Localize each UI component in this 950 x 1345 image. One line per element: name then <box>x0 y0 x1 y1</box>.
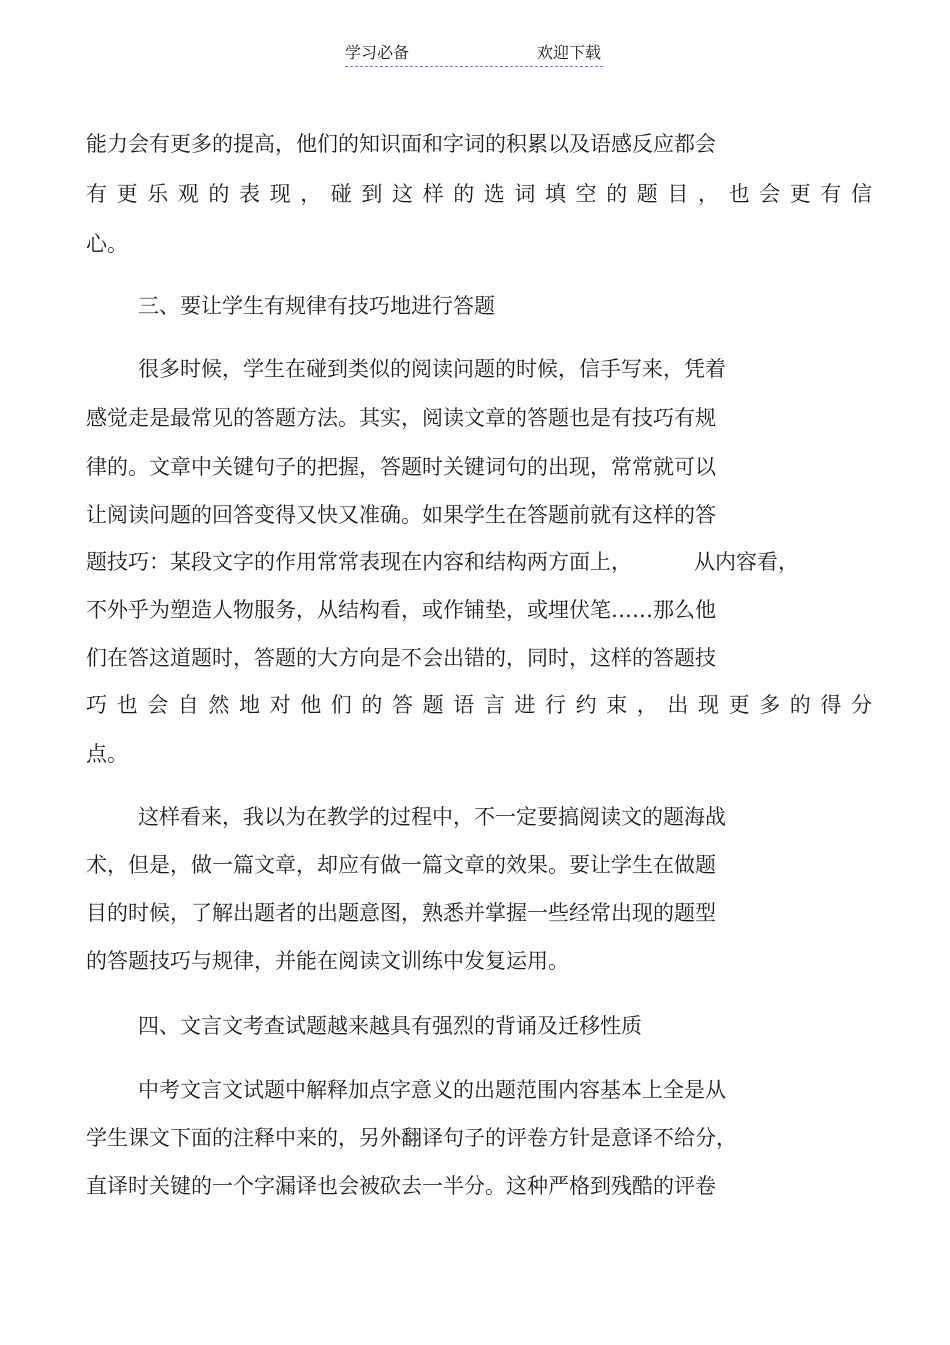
paragraph-line: 中考文言文试题中解释加点字意义的出题范围内容基本上全是从 <box>138 1078 726 1102</box>
line-text: 题技巧：某段文字的作用常常表现在内容和结构两方面上， <box>86 550 632 574</box>
paragraph-line: 很多时候，学生在碰到类似的阅读问题的时候，信手写来，凭着 <box>138 357 726 381</box>
paragraph-line: 心。 <box>86 232 128 256</box>
paragraph-line <box>86 548 799 576</box>
page-header <box>345 42 603 67</box>
line-text: 从内容看， <box>694 550 799 574</box>
paragraph-line: 直译时关键的一个字漏译也会被砍去一半分。这种严格到残酷的评卷 <box>86 1174 716 1198</box>
paragraph-line: 让阅读问题的回答变得又快又准确。如果学生在答题前就有这样的答 <box>86 503 716 527</box>
paragraph-line: 术，但是，做一篇文章，却应有做一篇文章的效果。要让学生在做题 <box>86 853 716 877</box>
section-heading: 三、要让学生有规律有技巧地进行答题 <box>138 294 495 318</box>
paragraph-line: 能力会有更多的提高，他们的知识面和字词的积累以及语感反应都会 <box>86 132 716 156</box>
paragraph-line: 律的。文章中关键句子的把握，答题时关键词句的出现，常常就可以 <box>86 455 716 479</box>
paragraph-line: 不外乎为塑造人物服务，从结构看，或作铺垫，或埋伏笔……那么他 <box>86 598 716 622</box>
paragraph-line: 的答题技巧与规律，并能在阅读文训练中发复运用。 <box>86 949 569 973</box>
paragraph-line: 巧也会自然地对他们的答题语言进行约束，出现更多的得分 <box>86 693 882 717</box>
paragraph-line: 这样看来，我以为在教学的过程中，不一定要搞阅读文的题海战 <box>138 805 726 829</box>
header-right-text: 欢迎下载 <box>536 43 601 62</box>
paragraph-line: 有更乐观的表现，碰到这样的选词填空的题目，也会更有信 <box>86 182 882 206</box>
paragraph-line: 学生课文下面的注释中来的，另外翻译句子的评卷方针是意译不给分， <box>86 1126 737 1150</box>
header-left-text: 学习必备 <box>345 43 410 62</box>
paragraph-line: 点。 <box>86 742 128 766</box>
paragraph-line: 感觉走是最常见的答题方法。其实，阅读文章的答题也是有技巧有规 <box>86 406 716 430</box>
paragraph-line: 们在答这道题时，答题的大方向是不会出错的，同时，这样的答题技 <box>86 646 716 670</box>
paragraph-line: 目的时候，了解出题者的出题意图，熟悉并掌握一些经常出现的题型 <box>86 901 716 925</box>
section-heading: 四、文言文考查试题越来越具有强烈的背诵及迁移性质 <box>138 1014 642 1038</box>
